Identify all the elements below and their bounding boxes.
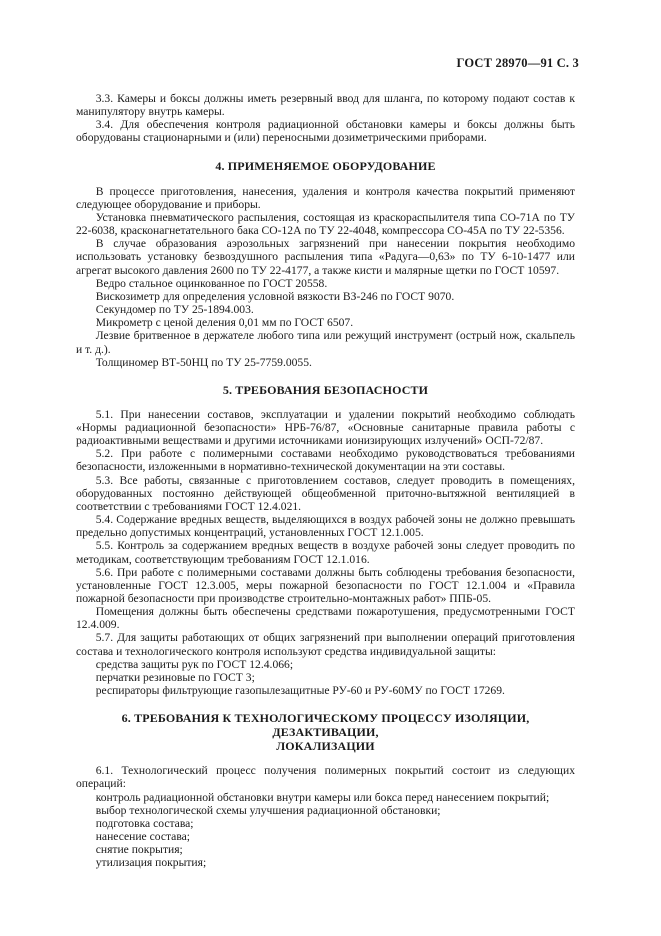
paragraph-5-7: 5.7. Для защиты работающих от общих загрязнений при выполнении операций приготовления состава и технологического контроля используют средства индивидуальной защиты: bbox=[76, 631, 575, 658]
section-6-title-line1: 6. ТРЕБОВАНИЯ К ТЕХНОЛОГИЧЕСКОМУ ПРОЦЕССУ ИЗОЛЯЦИИ, ДЕЗАКТИВАЦИИ, bbox=[121, 711, 530, 740]
paragraph-5-6: 5.6. При работе с полимерными составами должны быть соблюдены требования безопасности, установленные ГОСТ 12.3.005, меры пожарной безопасности по ГОСТ 12.1.004 и «Правила пожарной безопасности при производстве строительно-монтажных работ» ППБ-05. bbox=[76, 565, 575, 605]
paragraph-5-3: 5.3. Все работы, связанные с приготовлением составов, следует проводить в помещениях, оборудованных постоянно действующей общеобменной приточно-вытяжной вентиляцией в соответствии с требованиями ГОСТ 12.4.021. bbox=[76, 473, 575, 513]
paragraph-5-6-fire: Помещения должны быть обеспечены средствами пожаротушения, предусмотренными ГОСТ 12.4.009. bbox=[76, 605, 575, 632]
paragraph-4-stopwatch: Секундомер по ТУ 25-1894.003. bbox=[95, 303, 254, 317]
paragraph-4-airless: В случае образования аэрозольных загрязнений при нанесении покрытия необходимо использовать установку безвоздушного распыления типа «Радуга—0,63» по ТУ 6-10-1477 или агрегат высокого давления 2600 по ТУ 22-4177, а также кисти и малярные щетки по ГОСТ 10597. bbox=[76, 237, 575, 277]
list-item-disposal: утилизация покрытия; bbox=[95, 856, 207, 870]
page-header: ГОСТ 28970—91 С. 3 bbox=[456, 56, 579, 70]
list-item-respirators: респираторы фильтрующие газопылезащитные РУ-60 и РУ-60МУ по ГОСТ 17269. bbox=[95, 684, 505, 698]
paragraph-3-4: 3.4. Для обеспечения контроля радиационной обстановки камеры и боксы должны быть оборудованы стационарными и (или) переносными дозиметрическими приборами. bbox=[76, 118, 575, 145]
paragraph-4-viscometer: Вискозиметр для определения условной вязкости ВЗ-246 по ГОСТ 9070. bbox=[95, 289, 455, 303]
paragraph-4-thickness-gauge: Толщиномер ВТ-50НЦ по ТУ 25-7759.0055. bbox=[95, 355, 312, 369]
list-item-gloves: перчатки резиновые по ГОСТ 3; bbox=[95, 670, 255, 684]
list-item-removal: снятие покрытия; bbox=[95, 843, 183, 857]
paragraph-6-1: 6.1. Технологический процесс получения полимерных покрытий состоит из следующих операций: bbox=[76, 764, 575, 791]
list-item-scheme-selection: выбор технологической схемы улучшения радиационной обстановки; bbox=[95, 803, 441, 817]
list-item-hand-protection: средства защиты рук по ГОСТ 12.4.066; bbox=[95, 657, 294, 671]
paragraph-4-blade: Лезвие бритвенное в держателе любого типа или режущий инструмент (острый нож, скальпель и т. д.). bbox=[76, 329, 575, 356]
list-item-preparation: подготовка состава; bbox=[95, 816, 194, 830]
paragraph-5-2: 5.2. При работе с полимерными составами необходимо руководствоваться требованиями безопасности, изложенными в нормативно-технической документации на эти составы. bbox=[76, 447, 575, 474]
paragraph-4-bucket: Ведро стальное оцинкованное по ГОСТ 20558. bbox=[95, 276, 328, 290]
paragraph-3-3: 3.3. Камеры и боксы должны иметь резервный ввод для шланга, по которому подают состав к манипулятору внутрь камеры. bbox=[76, 92, 575, 119]
section-5-title: 5. ТРЕБОВАНИЯ БЕЗОПАСНОСТИ bbox=[222, 382, 429, 397]
paragraph-4-spray-unit: Установка пневматического распыления, состоящая из краскораспылителя типа СО-71А по ТУ 22-6038, красконагнетательного бака СО-12А по ТУ 22-4048, компрессора СО-45А по ТУ 22-5356. bbox=[76, 210, 575, 238]
paragraph-5-4: 5.4. Содержание вредных веществ, выделяющихся в воздух рабочей зоны не должно превышать предельно допустимых концентраций, установленных ГОСТ 12.1.005. bbox=[76, 513, 575, 540]
paragraph-5-1: 5.1. При нанесении составов, эксплуатации и удалении покрытий необходимо соблюдать «Нормы радиационной безопасности» НРБ-76/87, «Основные санитарные правила работы с радиоактивными веществами и другими источниками ионизирующих излучений» ОСП-72/87. bbox=[76, 407, 575, 448]
section-4-title: 4. ПРИМЕНЯЕМОЕ ОБОРУДОВАНИЕ bbox=[215, 158, 436, 173]
section-6-title-line2: ЛОКАЛИЗАЦИИ bbox=[276, 739, 375, 754]
paragraph-4-intro: В процессе приготовления, нанесения, удаления и контроля качества покрытий применяют следующее оборудование и приборы. bbox=[76, 184, 575, 211]
paragraph-4-micrometer: Микрометр с ценой деления 0,01 мм по ГОСТ 6507. bbox=[95, 316, 354, 330]
list-item-application: нанесение состава; bbox=[95, 830, 191, 844]
list-item-radiation-control: контроль радиационной обстановки внутри камеры или бокса перед нанесением покрытий; bbox=[95, 790, 550, 804]
paragraph-5-5: 5.5. Контроль за содержанием вредных веществ в воздухе рабочей зоны следует проводить по методикам, соответствующим требованиям ГОСТ 12.1.016. bbox=[76, 539, 575, 566]
